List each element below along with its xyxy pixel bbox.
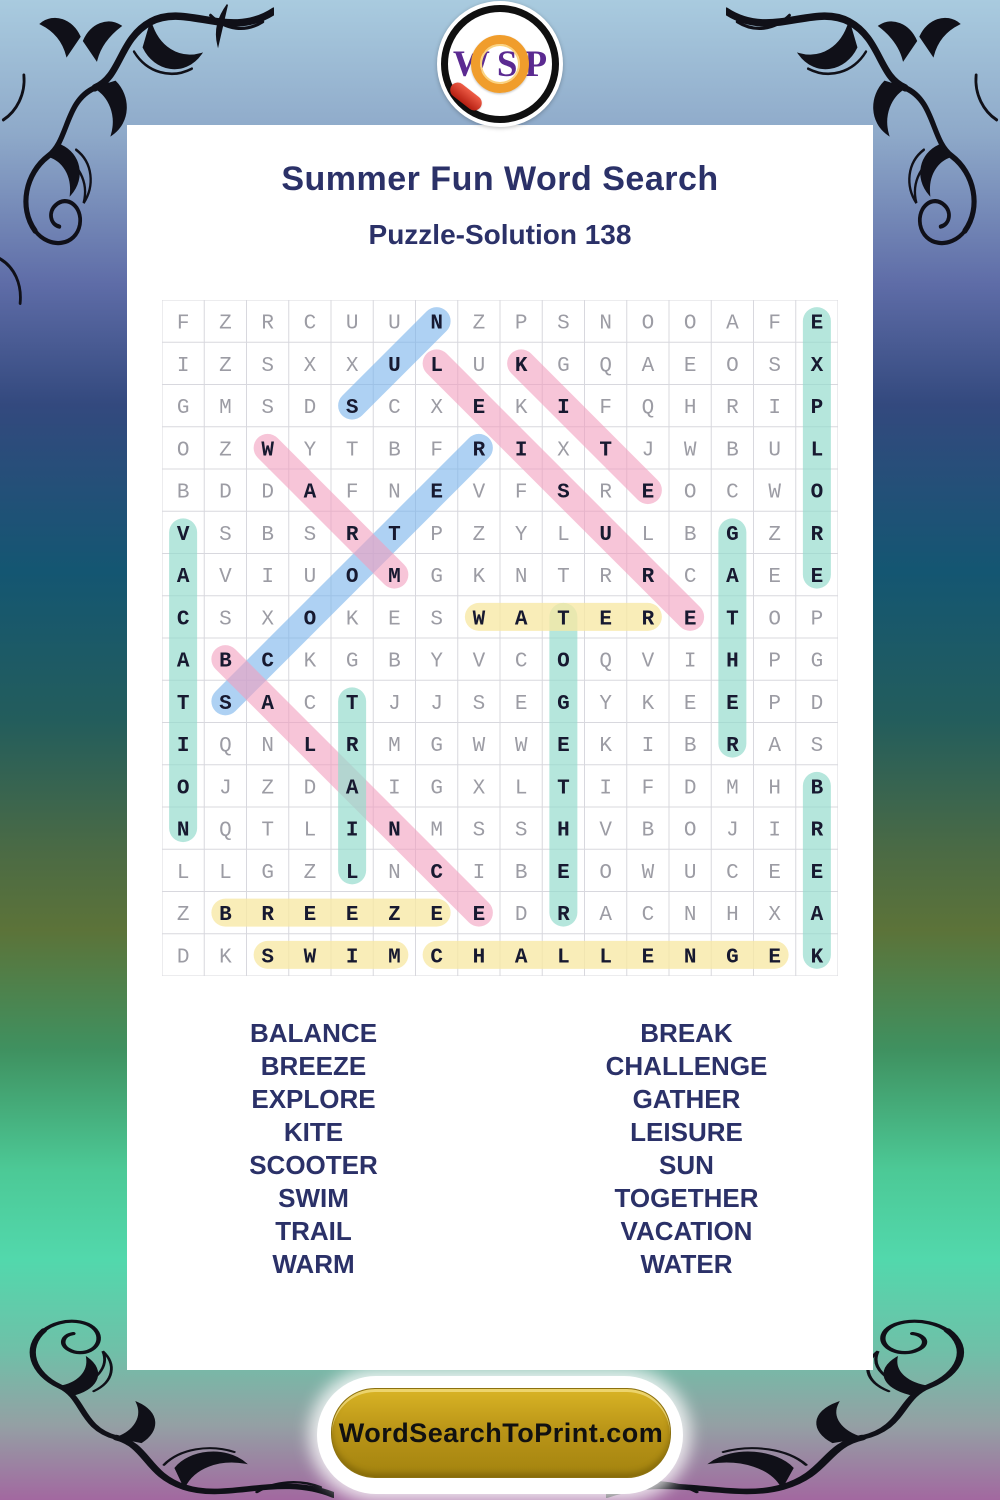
grid-letter: E xyxy=(345,904,359,928)
grid-letter: I xyxy=(557,397,570,421)
grid-letter: K xyxy=(514,397,528,421)
grid-letter: R xyxy=(345,523,359,547)
grid-letter: C xyxy=(303,692,317,716)
word-list-item: SCOOTER xyxy=(249,1150,378,1180)
grid-letter: D xyxy=(219,481,232,505)
grid-letter: U xyxy=(472,354,486,378)
grid-letter: A xyxy=(599,904,612,928)
grid-letter: A xyxy=(514,946,528,970)
grid-letter: S xyxy=(472,692,486,716)
grid-letter: R xyxy=(810,523,824,547)
grid-letter: A xyxy=(176,650,190,674)
grid-letter: G xyxy=(810,650,824,674)
word-grid xyxy=(162,300,838,976)
grid-letter: E xyxy=(726,692,739,716)
grid-letter: A xyxy=(810,904,824,928)
word-list-item: KITE xyxy=(283,1117,344,1147)
grid-letter: P xyxy=(810,608,824,632)
grid-letter: I xyxy=(345,819,359,843)
grid-letter: T xyxy=(176,692,190,716)
grid-letter: O xyxy=(726,354,739,378)
grid-letter: H xyxy=(726,904,739,928)
grid-letter: Z xyxy=(388,904,401,928)
grid-letter: I xyxy=(472,861,486,885)
grid-letter: G xyxy=(557,692,570,716)
grid-letter: K xyxy=(641,692,655,716)
grid-letter: J xyxy=(726,819,739,843)
grid-letter: O xyxy=(768,608,781,632)
word-lists xyxy=(127,1017,873,1281)
grid-letter: E xyxy=(557,735,570,759)
grid-letter: Z xyxy=(219,354,232,378)
grid-letter: G xyxy=(176,397,190,421)
grid-letter: G xyxy=(726,946,739,970)
grid-letter: B xyxy=(641,819,655,843)
grid-letter: S xyxy=(514,819,528,843)
grid-letter: W xyxy=(472,608,486,632)
grid-letter: T xyxy=(557,608,570,632)
grid-letter: F xyxy=(430,439,443,463)
grid-letter: S xyxy=(219,523,232,547)
grid-letter: S xyxy=(557,312,570,336)
grid-letter: J xyxy=(430,692,443,716)
grid-letter: N xyxy=(388,819,401,843)
grid-letter: C xyxy=(388,397,401,421)
grid-letter: U xyxy=(303,566,317,590)
grid-letter: E xyxy=(557,861,570,885)
word-list-item: LEISURE xyxy=(630,1117,743,1147)
grid-letter: D xyxy=(514,904,528,928)
grid-letter: R xyxy=(810,819,824,843)
grid-letter: W xyxy=(641,861,655,885)
grid-letter: G xyxy=(430,735,443,759)
grid-letter: H xyxy=(768,777,781,801)
grid-letter: O xyxy=(683,819,697,843)
grid-letter: S xyxy=(430,608,443,632)
grid-letter: F xyxy=(345,481,359,505)
grid-letter: Q xyxy=(219,735,232,759)
grid-letter: Q xyxy=(599,650,612,674)
grid-letter: W xyxy=(514,735,528,759)
grid-letter: E xyxy=(472,904,486,928)
grid-letter: C xyxy=(726,481,739,505)
grid-letter: T xyxy=(345,692,359,716)
grid-letter: X xyxy=(472,777,486,801)
grid-letter: R xyxy=(557,904,570,928)
grid-letter: L xyxy=(345,861,359,885)
word-list-item: SUN xyxy=(659,1150,714,1180)
grid-letter: L xyxy=(557,523,570,547)
grid-letter: Y xyxy=(514,523,528,547)
grid-letter: V xyxy=(472,481,486,505)
grid-letter: L xyxy=(557,946,570,970)
grid-letter: A xyxy=(514,608,528,632)
page-title: Summer Fun Word Search xyxy=(281,160,719,198)
grid-letter: L xyxy=(303,819,317,843)
grid-letter: H xyxy=(472,946,486,970)
grid-letter: S xyxy=(557,481,570,505)
grid-letter: P xyxy=(768,650,781,674)
grid-letter: D xyxy=(683,777,697,801)
grid-letter: P xyxy=(514,312,528,336)
site-link-button[interactable] xyxy=(331,1388,671,1478)
grid-letter: S xyxy=(810,735,824,759)
grid-letter: G xyxy=(726,523,739,547)
grid-letter: N xyxy=(514,566,528,590)
grid-letter: X xyxy=(261,608,274,632)
grid-letter: A xyxy=(345,777,359,801)
grid-letter: S xyxy=(261,354,274,378)
word-grid-canvas xyxy=(162,300,838,976)
grid-letter: Z xyxy=(472,312,486,336)
grid-letter: B xyxy=(726,439,739,463)
grid-letter: O xyxy=(683,312,697,336)
grid-letter: W xyxy=(683,439,697,463)
grid-letter: T xyxy=(726,608,739,632)
grid-letter: I xyxy=(641,735,655,759)
grid-letter: W xyxy=(472,735,486,759)
word-list-item: CHALLENGE xyxy=(605,1051,768,1081)
grid-letter: H xyxy=(726,650,739,674)
grid-letter: I xyxy=(514,439,528,463)
grid-letter: E xyxy=(683,692,697,716)
grid-letter: E xyxy=(599,608,612,632)
grid-letter: J xyxy=(388,692,401,716)
grid-letter: K xyxy=(599,735,612,759)
grid-letter: A xyxy=(176,566,190,590)
grid-letter: E xyxy=(768,566,781,590)
grid-letter: O xyxy=(176,439,190,463)
word-list-item: BREAK xyxy=(640,1018,733,1048)
grid-letter: O xyxy=(345,566,359,590)
grid-letter: B xyxy=(219,650,232,674)
grid-letter: E xyxy=(683,354,697,378)
grid-letter: X xyxy=(430,397,443,421)
grid-letter: C xyxy=(430,861,443,885)
grid-letter: O xyxy=(641,312,655,336)
grid-letter: W xyxy=(261,439,274,463)
grid-letter: U xyxy=(683,861,697,885)
grid-letter: Y xyxy=(599,692,612,716)
logo-letter-w: W xyxy=(452,43,490,85)
grid-letter: Q xyxy=(219,819,232,843)
grid-letter: I xyxy=(768,819,781,843)
grid-letter: X xyxy=(768,904,781,928)
site-button-glow xyxy=(317,1376,683,1494)
grid-letter: N xyxy=(261,735,274,759)
grid-letter: C xyxy=(261,650,274,674)
grid-letter: B xyxy=(176,481,190,505)
grid-letter: N xyxy=(388,481,401,505)
grid-letter: Q xyxy=(641,397,655,421)
grid-letter: S xyxy=(345,397,359,421)
grid-letter: B xyxy=(683,735,697,759)
grid-letter: T xyxy=(557,566,570,590)
grid-letter: U xyxy=(345,312,359,336)
grid-letter: B xyxy=(219,904,232,928)
grid-letter: U xyxy=(768,439,781,463)
grid-letter: V xyxy=(472,650,486,674)
grid-letter: R xyxy=(641,566,655,590)
grid-letter: Z xyxy=(219,439,232,463)
grid-letter: Z xyxy=(472,523,486,547)
grid-letter: G xyxy=(345,650,359,674)
grid-letter: K xyxy=(345,608,359,632)
grid-letter: C xyxy=(726,861,739,885)
grid-letter: R xyxy=(599,481,612,505)
grid-letter: Q xyxy=(599,354,612,378)
grid-letter: D xyxy=(176,946,190,970)
word-list-item: SWIM xyxy=(278,1183,349,1213)
grid-letter: O xyxy=(810,481,824,505)
grid-letter: O xyxy=(303,608,317,632)
grid-letter: S xyxy=(472,819,486,843)
grid-letter: E xyxy=(514,692,528,716)
grid-letter: X xyxy=(345,354,359,378)
grid-letter: K xyxy=(514,354,528,378)
grid-letter: R xyxy=(261,904,274,928)
grid-letter: O xyxy=(176,777,190,801)
grid-letter: K xyxy=(219,946,232,970)
grid-letter: V xyxy=(219,566,232,590)
grid-letter: I xyxy=(599,777,612,801)
grid-letter: A xyxy=(768,735,781,759)
grid-letter: L xyxy=(641,523,655,547)
grid-letter: Z xyxy=(219,312,232,336)
grid-letter: A xyxy=(261,692,274,716)
site-link-label: WordSearchToPrint.com xyxy=(338,1417,664,1448)
grid-letter: L xyxy=(303,735,317,759)
grid-letter: J xyxy=(219,777,232,801)
grid-letter: P xyxy=(768,692,781,716)
grid-letter: R xyxy=(641,608,655,632)
grid-letter: X xyxy=(810,354,824,378)
grid-letter: T xyxy=(388,523,401,547)
grid-letter: Z xyxy=(261,777,274,801)
grid-letter: L xyxy=(219,861,232,885)
grid-letter: E xyxy=(683,608,697,632)
grid-letter: S xyxy=(219,692,232,716)
grid-letter: E xyxy=(810,861,824,885)
grid-letter: I xyxy=(683,650,697,674)
grid-letter: E xyxy=(388,608,401,632)
grid-letter: I xyxy=(176,735,190,759)
grid-letter: J xyxy=(641,439,655,463)
grid-letter: K xyxy=(810,946,824,970)
grid-letter: L xyxy=(810,439,824,463)
grid-letter: K xyxy=(303,650,317,674)
word-list-item: WATER xyxy=(640,1249,733,1279)
grid-letter: S xyxy=(768,354,781,378)
grid-letter: O xyxy=(557,650,570,674)
grid-letter: S xyxy=(261,946,274,970)
magnifier-icon xyxy=(471,35,529,93)
grid-letter: C xyxy=(683,566,697,590)
grid-letter: Y xyxy=(303,439,317,463)
grid-letter: M xyxy=(388,735,401,759)
grid-letter: V xyxy=(176,523,190,547)
grid-letter: E xyxy=(810,566,824,590)
grid-letter: T xyxy=(261,819,274,843)
grid-letter: P xyxy=(430,523,443,547)
grid-letter: Z xyxy=(303,861,317,885)
grid-letter: C xyxy=(176,608,190,632)
grid-letter: E xyxy=(303,904,317,928)
grid-letter: U xyxy=(599,523,612,547)
grid-letter: V xyxy=(641,650,655,674)
grid-letter: R xyxy=(472,439,486,463)
word-list-item: TOGETHER xyxy=(614,1183,759,1213)
word-list-item: GATHER xyxy=(632,1084,741,1114)
grid-letter: I xyxy=(176,354,190,378)
grid-letter: I xyxy=(388,777,401,801)
grid-letter: N xyxy=(683,946,697,970)
grid-letter: N xyxy=(430,312,443,336)
grid-letter: M xyxy=(726,777,739,801)
grid-letter: Z xyxy=(768,523,781,547)
grid-letter: L xyxy=(514,777,528,801)
grid-letter: E xyxy=(810,312,824,336)
grid-letter: L xyxy=(430,354,443,378)
grid-letter: H xyxy=(557,819,570,843)
grid-letter: N xyxy=(599,312,612,336)
grid-letter: C xyxy=(430,946,443,970)
grid-letter: I xyxy=(768,397,781,421)
grid-letter: Y xyxy=(430,650,443,674)
grid-letter: Z xyxy=(176,904,190,928)
grid-letter: T xyxy=(599,439,612,463)
grid-letter: A xyxy=(726,312,739,336)
grid-letter: R xyxy=(345,735,359,759)
grid-letter: C xyxy=(303,312,317,336)
grid-letter: F xyxy=(176,312,190,336)
grid-letter: X xyxy=(303,354,317,378)
grid-letter: O xyxy=(683,481,697,505)
grid-letter: E xyxy=(768,946,781,970)
grid-letter: B xyxy=(810,777,824,801)
grid-letter: I xyxy=(345,946,359,970)
grid-letter: G xyxy=(261,861,274,885)
grid-letter: S xyxy=(261,397,274,421)
grid-letter: C xyxy=(641,904,655,928)
grid-letter: K xyxy=(472,566,486,590)
grid-letter: H xyxy=(683,397,697,421)
grid-letter: F xyxy=(514,481,528,505)
grid-letter: O xyxy=(599,861,612,885)
grid-letter: L xyxy=(176,861,190,885)
grid-letter: S xyxy=(219,608,232,632)
grid-letter: E xyxy=(641,481,655,505)
grid-letter: E xyxy=(472,397,486,421)
logo-letter-s: S xyxy=(496,43,518,85)
word-list-item: BALANCE xyxy=(249,1018,378,1048)
grid-letter: T xyxy=(557,777,570,801)
grid-letter: D xyxy=(810,692,824,716)
grid-letter: A xyxy=(303,481,317,505)
grid-letter: B xyxy=(261,523,274,547)
word-list-item: BREEZE xyxy=(260,1051,367,1081)
grid-letter: G xyxy=(430,777,443,801)
grid-letter: D xyxy=(303,777,317,801)
grid-letter: W xyxy=(768,481,781,505)
page-subtitle: Puzzle-Solution 138 xyxy=(368,219,632,250)
word-list-item: WARM xyxy=(272,1249,355,1279)
grid-letter: R xyxy=(261,312,274,336)
grid-letter: A xyxy=(641,354,655,378)
grid-letter: M xyxy=(219,397,232,421)
wsp-logo xyxy=(437,1,563,127)
grid-letter: G xyxy=(557,354,570,378)
grid-letter: R xyxy=(726,397,739,421)
grid-letter: X xyxy=(557,439,570,463)
grid-letter: A xyxy=(726,566,739,590)
grid-letter: N xyxy=(388,861,401,885)
grid-letter: S xyxy=(303,523,317,547)
grid-letter: B xyxy=(388,439,401,463)
grid-letter: W xyxy=(303,946,317,970)
grid-letter: F xyxy=(599,397,612,421)
grid-letter: C xyxy=(514,650,528,674)
word-list-right xyxy=(500,1017,873,1281)
grid-letter: F xyxy=(641,777,655,801)
grid-letter: M xyxy=(430,819,443,843)
grid-letter: E xyxy=(430,481,443,505)
grid-letter: G xyxy=(430,566,443,590)
word-list-item: VACATION xyxy=(620,1216,753,1246)
grid-letter: M xyxy=(388,566,401,590)
grid-letter: N xyxy=(176,819,190,843)
grid-letter: D xyxy=(303,397,317,421)
grid-letter: E xyxy=(768,861,781,885)
grid-letter: M xyxy=(388,946,401,970)
grid-letter: T xyxy=(345,439,359,463)
grid-letter: E xyxy=(641,946,655,970)
grid-letter: R xyxy=(726,735,739,759)
word-list-item: TRAIL xyxy=(275,1216,352,1246)
grid-letter: P xyxy=(810,397,824,421)
grid-letter: D xyxy=(261,481,274,505)
grid-letter: V xyxy=(599,819,612,843)
word-list-left xyxy=(127,1017,500,1281)
grid-letter: F xyxy=(768,312,781,336)
logo-letter-p: P xyxy=(524,43,548,85)
grid-letter: L xyxy=(599,946,612,970)
grid-letter: I xyxy=(261,566,274,590)
grid-letter: R xyxy=(599,566,612,590)
grid-letter: B xyxy=(683,523,697,547)
grid-letter: U xyxy=(388,354,401,378)
grid-letter: U xyxy=(388,312,401,336)
word-list-item: EXPLORE xyxy=(251,1084,376,1114)
grid-letter: B xyxy=(514,861,528,885)
grid-letter: B xyxy=(388,650,401,674)
grid-letter: N xyxy=(683,904,697,928)
grid-letter: E xyxy=(430,904,443,928)
